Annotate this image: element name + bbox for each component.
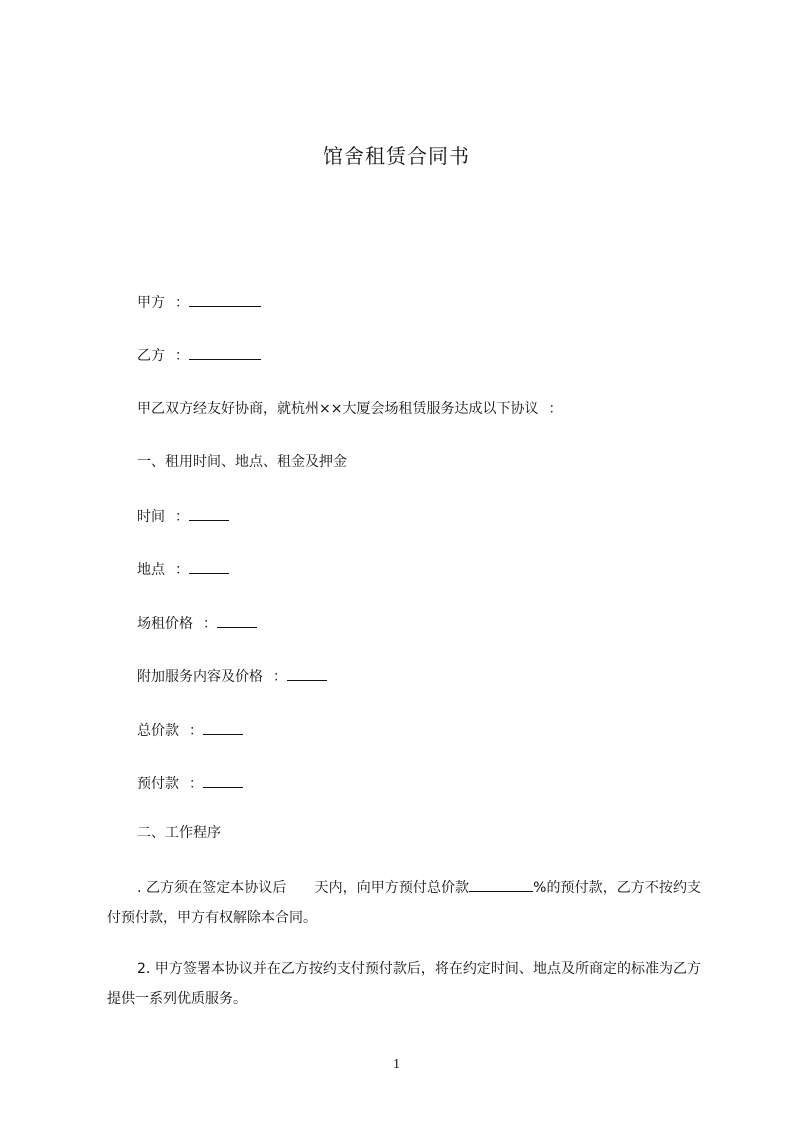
clause-1 xyxy=(107,873,701,933)
party-b-line xyxy=(137,345,261,366)
document-title: 馆舍租赁合同书 xyxy=(323,144,470,168)
page-number: 1 xyxy=(393,1057,400,1072)
total-price-line xyxy=(137,720,243,741)
venue-price-blank xyxy=(217,613,257,628)
venue-price-line xyxy=(137,613,257,634)
party-b-label: 乙方 xyxy=(137,348,165,364)
party-a-line xyxy=(137,292,261,313)
prepayment-label: 预付款 xyxy=(137,776,179,792)
clause-1-part1: . 乙方须在签定本协议后 xyxy=(137,880,287,896)
venue-price-colon: ： xyxy=(203,616,217,632)
time-label: 时间 xyxy=(137,509,165,525)
total-price-colon: ： xyxy=(189,723,203,739)
place-blank xyxy=(189,559,229,574)
extra-service-blank xyxy=(287,666,327,681)
party-b-blank xyxy=(189,345,261,360)
prepayment-colon: ： xyxy=(189,776,203,792)
clause-1-percent-blank xyxy=(469,877,533,892)
place-colon: ： xyxy=(175,562,189,578)
time-line xyxy=(137,506,229,527)
extra-service-line xyxy=(137,666,327,687)
time-blank xyxy=(189,506,229,521)
clause-1-part3: %的预付款，乙方不按约支付预付款，甲方有权解除本合同。 xyxy=(107,880,702,926)
intro-colon: ： xyxy=(548,401,563,417)
place-line xyxy=(137,559,229,580)
party-a-colon: ： xyxy=(175,295,189,311)
section-1-heading: 一、租用时间、地点、租金及押金 xyxy=(137,454,347,470)
place-label: 地点 xyxy=(137,562,165,578)
clause-2: 2. 甲方签署本协议并在乙方按约支付预付款后，将在约定时间、地点及所商定的标准为乙方提供一系列优质服务。 xyxy=(107,961,701,1007)
party-a-blank xyxy=(189,292,261,307)
clause-1-part2: 天内，向甲方预付总价款 xyxy=(314,880,470,896)
total-price-label: 总价款 xyxy=(137,723,179,739)
intro-text: 甲乙双方经友好协商，就杭州××大厦会场租赁服务达成以下协议 xyxy=(137,401,539,417)
extra-service-colon: ： xyxy=(273,669,287,685)
extra-service-label: 附加服务内容及价格 xyxy=(137,669,263,685)
prepayment-line xyxy=(137,773,243,794)
prepayment-blank xyxy=(203,773,243,788)
time-colon: ： xyxy=(175,509,189,525)
venue-price-label: 场租价格 xyxy=(137,616,193,632)
party-b-colon: ： xyxy=(175,348,189,364)
party-a-label: 甲方 xyxy=(137,295,165,311)
total-price-blank xyxy=(203,720,243,735)
intro-line xyxy=(137,399,562,419)
section-2-heading: 二、工作程序 xyxy=(137,825,221,841)
